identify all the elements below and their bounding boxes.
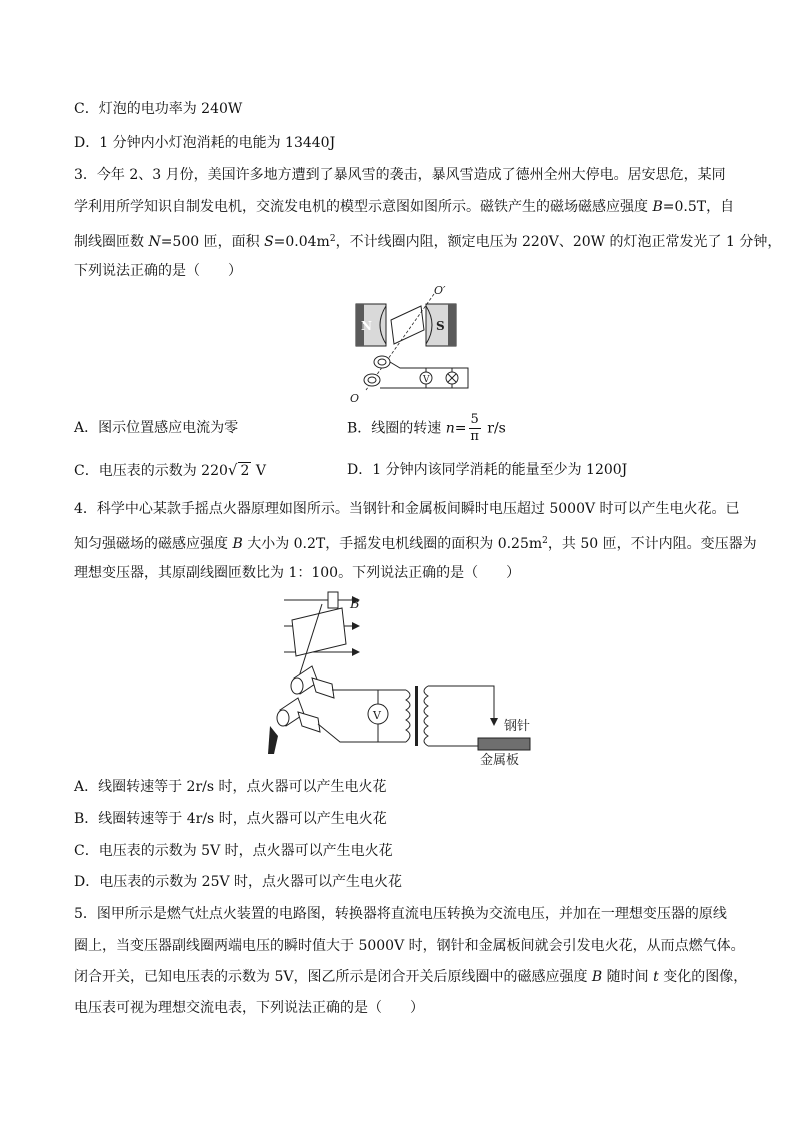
sqrt-radicand: 2: [240, 463, 250, 479]
voltmeter-label: V: [373, 709, 381, 722]
text: 闭合开关，已知电压表的示数为 5V，图乙所示是闭合开关后原线圈中的磁感应强度: [74, 969, 592, 985]
secondary-wire-top: [428, 686, 494, 720]
secondary-coil: [424, 686, 428, 746]
q4-stem-line1: 4．科学中心某款手摇点火器原理如图所示。当钢针和金属板间瞬时电压超过 5000V 时可以产生电火花。已: [74, 501, 740, 517]
q3-stem-line2: [74, 197, 734, 217]
text: =500 匝，面积: [160, 234, 265, 250]
text: 学利用所学知识自制发电机，交流发电机的模型示意图如图所示。磁铁产生的磁场磁感应强度: [74, 199, 653, 215]
field-arrow-3: [352, 648, 360, 656]
slip-ring-upper-end: [291, 678, 303, 694]
superscript: 2: [329, 234, 336, 244]
q5-stem-line3: [74, 967, 747, 987]
coil: [391, 306, 424, 344]
axis-top-label: O′: [434, 284, 446, 297]
q4-option-c: C．电压表的示数为 5V 时，点火器可以产生电火花: [74, 843, 393, 859]
magnet-s-label: S: [436, 319, 445, 333]
slip-ring-lower-end: [277, 710, 289, 726]
var-t: t: [653, 969, 659, 985]
prev-option-c: C．灯泡的电功率为 240W: [74, 101, 243, 117]
q5-stem-line4: 电压表可视为理想交流电表，下列说法正确的是（ ）: [74, 1000, 424, 1016]
q3-option-b: [347, 412, 506, 445]
prev-option-d: D．1 分钟内小灯泡消耗的电能为 13440J: [74, 135, 336, 151]
primary-coil: [406, 690, 410, 742]
transformer-core: [415, 686, 418, 746]
q3-option-d: D．1 分钟内该同学消耗的能量至少为 1200J: [347, 462, 628, 478]
slip-ring-2: [364, 374, 380, 386]
text: =0.5T，自: [662, 199, 735, 215]
slip-ring-1: [374, 356, 390, 368]
coil: [292, 608, 346, 656]
shaft-top: [328, 592, 338, 608]
field-arrow-2: [352, 622, 360, 630]
q4-stem-line2: [74, 531, 757, 554]
q4-option-a: A．线圈转速等于 2r/s 时，点火器可以产生电火花: [74, 779, 387, 795]
text: V: [251, 463, 266, 479]
q3-stem-line1: 3．今年 2、3 月份，美国许多地方遭到了暴风雪的袭击，暴风雪造成了德州全州大停电。居安思危，某同: [74, 167, 726, 183]
text: =0.04m: [273, 234, 330, 250]
q4-option-d: D．电压表的示数为 25V 时，点火器可以产生电火花: [74, 874, 403, 890]
var-n: N: [148, 234, 161, 250]
text: 制线圈匝数: [74, 234, 149, 250]
var-b: B: [591, 969, 603, 985]
brush-lower: [298, 712, 320, 732]
var-s: S: [264, 234, 274, 250]
crank-handle: [268, 726, 278, 754]
q3-option-a: A．图示位置感应电流为零: [74, 420, 239, 436]
q3-generator-figure: [336, 282, 476, 408]
text: C．电压表的示数为 220: [74, 463, 228, 479]
metal-plate: [478, 738, 530, 750]
text: =: [454, 420, 467, 437]
fraction-numerator: 5: [470, 412, 479, 427]
superscript: 2: [542, 536, 548, 546]
var-n: n: [445, 420, 455, 437]
magnet-s-shade: [448, 304, 456, 346]
needle-tip: [490, 718, 498, 726]
var-b: B: [652, 199, 663, 215]
q4-option-b: B．线圈转速等于 4r/s 时，点火器可以产生电火花: [74, 811, 387, 827]
text: 大小为 0.2T，手摇发电机线圈的面积为 0.25m: [242, 536, 543, 552]
axis-bottom-label: O: [350, 392, 360, 405]
text: r/s: [482, 420, 506, 437]
fraction-denominator: π: [470, 429, 479, 444]
plate-label: 金属板: [480, 753, 520, 768]
q3-stem-line3: [74, 229, 781, 252]
q5-stem-line1: 5．图甲所示是燃气灶点火装置的电路图，转换器将直流电压转换为交流电压，并加在一理想变压器的原线: [74, 906, 727, 922]
sqrt-sign: √: [227, 461, 238, 479]
text: 知匀强磁场的磁感应强度: [74, 536, 233, 552]
brush-upper: [312, 678, 334, 698]
q3-option-c: [74, 460, 266, 481]
text: 变化的图像，: [658, 969, 748, 985]
wire-bottom: [318, 724, 406, 742]
q4-igniter-figure: [256, 586, 546, 772]
var-b: B: [232, 536, 243, 552]
text: ，不计线圈内阻，额定电压为 220V、20W 的灯泡正常发光了 1 分钟，: [335, 234, 782, 250]
fraction: [469, 412, 481, 445]
q4-stem-line3: 理想变压器，其原副线圈匝数比为 1：100。下列说法正确的是（ ）: [74, 565, 521, 581]
q5-stem-line2: 圈上，当变压器副线圈两端电压的瞬时值大于 5000V 时，钢针和金属板间就会引发电火花，从而点燃气体。: [74, 938, 745, 954]
needle-label: 钢针: [504, 719, 531, 734]
magnet-n-label: N: [361, 319, 372, 333]
voltmeter-label: V: [423, 375, 430, 385]
q3-stem-line4: 下列说法正确的是（ ）: [74, 263, 242, 279]
text: ，共 50 匝，不计内阻。变压器为: [547, 536, 757, 552]
field-label: B: [350, 597, 360, 612]
text: B．线圈的转速: [347, 420, 446, 437]
text: 随时间: [602, 969, 654, 985]
